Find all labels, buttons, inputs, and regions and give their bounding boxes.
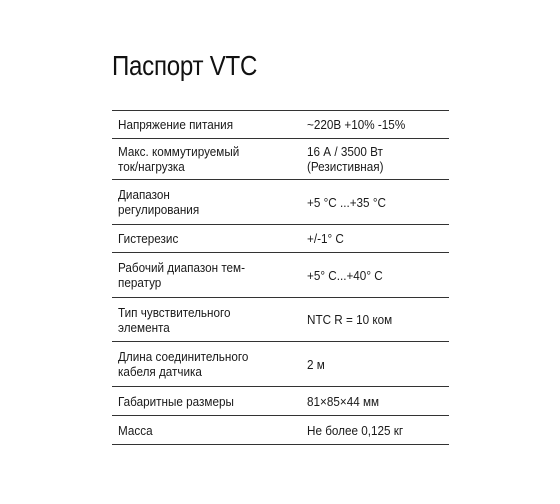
- param-cell: [112, 342, 297, 387]
- table-row: [112, 111, 449, 139]
- value-cell: [297, 298, 449, 342]
- param-cell: [112, 298, 297, 342]
- value-text: Не более 0,125 кг: [307, 422, 404, 438]
- value-cell: [297, 111, 449, 139]
- param-text: элемента: [118, 319, 170, 335]
- param-cell: [112, 253, 297, 298]
- value-cell: [297, 139, 449, 180]
- table-row: [112, 298, 449, 342]
- param-cell: [112, 111, 297, 139]
- value-cell: [297, 342, 449, 387]
- param-text: Габаритные размеры: [118, 393, 234, 409]
- value-text: NTC R = 10 ком: [307, 312, 393, 327]
- value-text: 2 м: [307, 356, 325, 372]
- param-text: Тип чувствительного: [118, 304, 231, 320]
- value-cell: [297, 387, 449, 416]
- param-text: кабеля датчика: [118, 364, 202, 379]
- table-row: [112, 253, 449, 298]
- param-text: Диапазон: [118, 187, 170, 202]
- value-text: +5 °С ...+35 °С: [307, 194, 386, 210]
- param-text: Макс. коммутируемый: [118, 144, 240, 159]
- param-text: ператур: [118, 275, 162, 290]
- param-text: Напряжение питания: [118, 117, 234, 132]
- param-text: Длина соединительного: [118, 349, 249, 364]
- value-text: +/-1° С: [307, 231, 344, 246]
- table-row: [112, 387, 449, 416]
- param-cell: [112, 387, 297, 416]
- value-cell: [297, 416, 449, 445]
- table-row: [112, 180, 449, 225]
- table-row: [112, 225, 449, 253]
- value-text: ~220В +10% -15%: [307, 117, 406, 132]
- param-cell: [112, 139, 297, 180]
- value-text: +5° С...+40° С: [307, 267, 383, 283]
- param-text: Гистерезис: [118, 231, 179, 246]
- table-row: [112, 416, 449, 445]
- param-text: ток/нагрузка: [118, 159, 185, 174]
- param-cell: [112, 180, 297, 225]
- value-text: 81×85×44 мм: [307, 393, 380, 409]
- spec-table: [112, 110, 449, 445]
- param-text: регулирования: [118, 202, 200, 217]
- param-cell: [112, 225, 297, 253]
- table-row: [112, 139, 449, 180]
- value-text: 16 А / 3500 Вт: [307, 144, 383, 159]
- value-cell: [297, 180, 449, 225]
- table-row: [112, 342, 449, 387]
- param-cell: [112, 416, 297, 445]
- page-title: Паспорт VTC: [112, 50, 258, 81]
- param-text: Рабочий диапазон тем-: [118, 260, 245, 275]
- value-cell: [297, 253, 449, 298]
- param-text: Масса: [118, 422, 153, 438]
- value-text: (Резистивная): [307, 159, 384, 174]
- value-cell: [297, 225, 449, 253]
